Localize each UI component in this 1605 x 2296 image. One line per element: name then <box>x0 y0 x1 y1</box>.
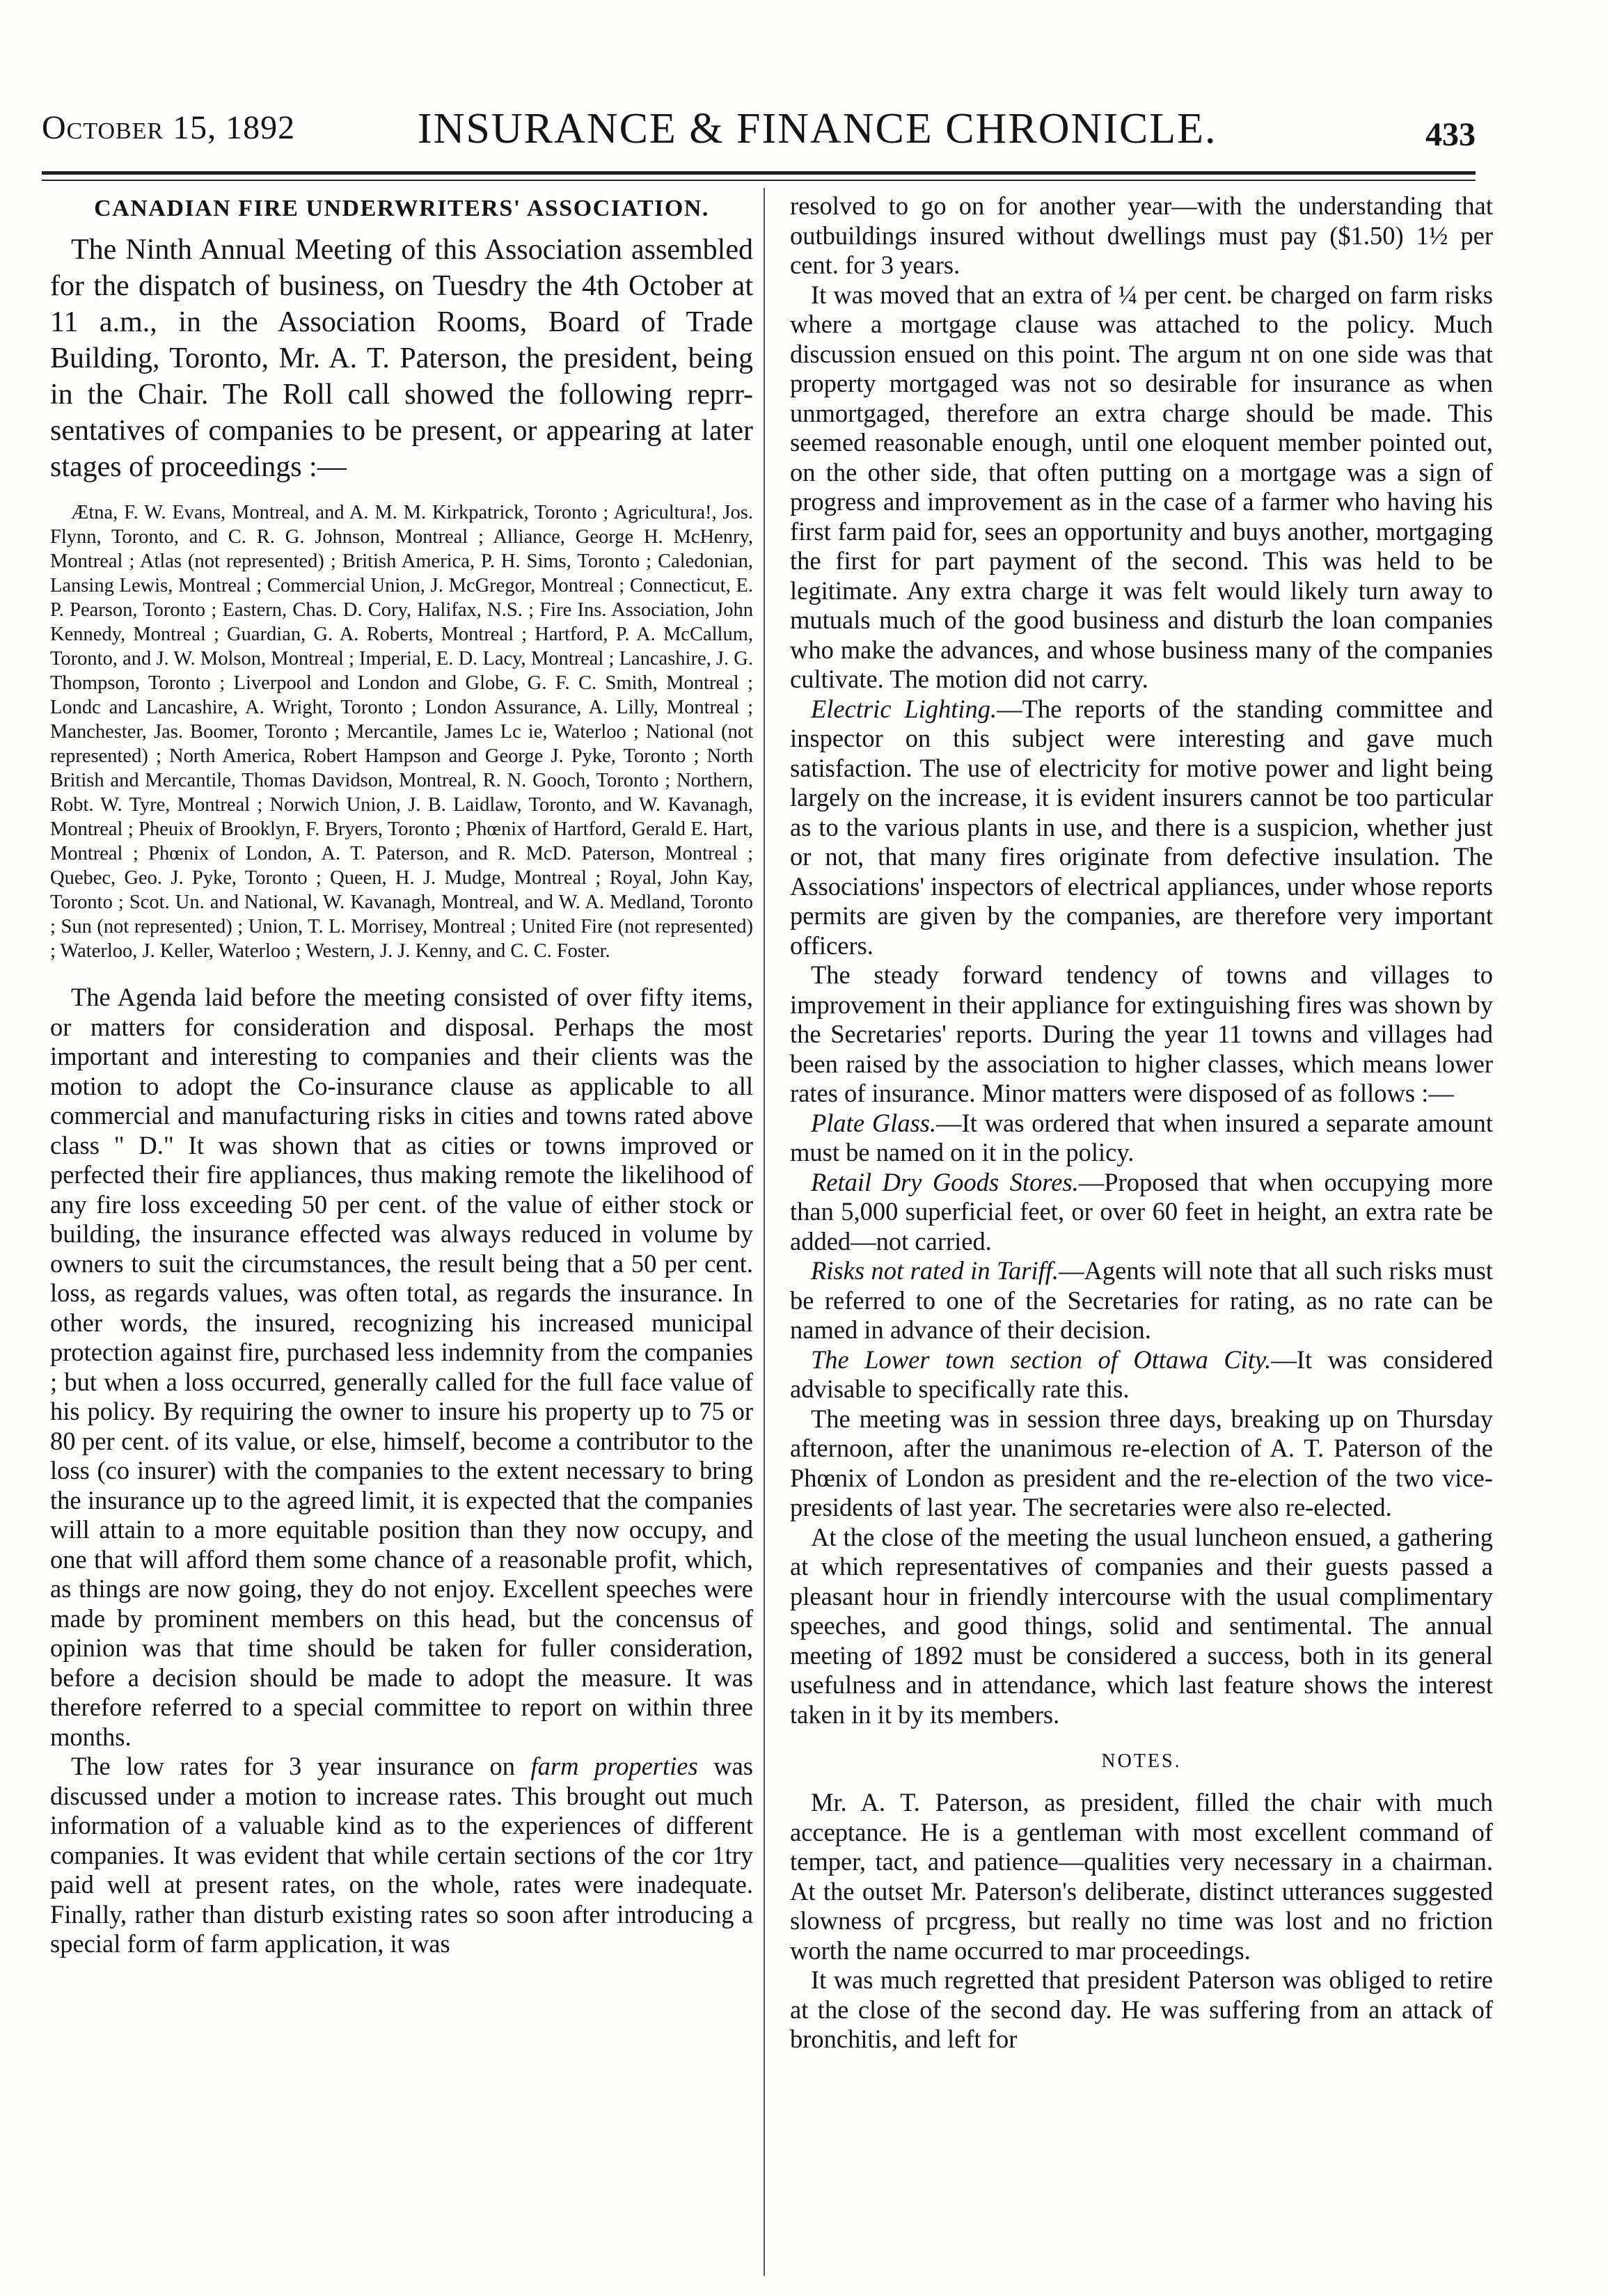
retail-title: Retail Dry Goods Stores. <box>811 1167 1079 1196</box>
notes-regret-paragraph: It was much regretted that president Paterson was obliged to retire at the close of the second day. He was suffering from an attack of bronchitis, and left for <box>790 1965 1493 2053</box>
session-paragraph: The meeting was in session three days, breaking up on Thursday afternoon, after the unanimous re-election of A. T. Paterson of the Phœnix of London as president and the re-election of the two vice-presidents of last year. The secretaries were also re-elected. <box>790 1404 1493 1521</box>
notes-paterson-paragraph: Mr. A. T. Paterson, as president, filled the chair with much acceptance. He is a gentleman with most excellent command of temper, tact, and patience—qualities very necessary in a chairman. At the outset Mr. Paterson's deliberate, distinct utterances suggested slowness of prcgress, but really no time was lost and no friction worth the name occurred to mar proceedings. <box>790 1788 1493 1965</box>
article-headline: CANADIAN FIRE UNDERWRITERS' ASSOCIATION. <box>94 196 709 221</box>
plate-glass-paragraph <box>790 1109 1493 1168</box>
farm-properties-italic: farm properties <box>530 1752 698 1780</box>
right-column <box>790 191 1493 2279</box>
mortgage-paragraph: It was moved that an extra of ¼ per cent. be charged on farm risks where a mortgage clause was attached to the policy. Much discussion ensued on this point. The argum nt on one side was that property mortgaged was not so desirable for insurance as when unmortgaged, therefore an extra charge should be made. This seemed reasonable enough, until one eloquent member pointed out, on the other side, that often putting on a mortgage was a sign of progress and improvement as in the case of a farmer who having his first farm paid for, sees an opportunity and buys another, mortgaging the first for part payment of the second. This was held to be legitimate. Any extra charge it was felt would likely turn away to mutuals much of the good business and disturb the loan companies who make the advances, and whose business many of the companies cultivate. The motion did not carry. <box>790 280 1493 693</box>
electric-lighting-paragraph <box>790 695 1493 961</box>
issue-date: October 15, 1892 <box>42 109 296 146</box>
electric-lighting-body: —The reports of the standing committee and inspector on this subject were interesting and gave much satisfaction. The use of electricity for motive power and light being largely on the increase, it is evident insurers cannot be too particular as to the various plants in use, and there is a suspicion, whether just or not, that many fires originate from defective insulation. The Associations' inspectors of electrical appliances, under whose reports permits are given by the companies, are therefore very important officers. <box>790 694 1493 960</box>
electric-lighting-title: Electric Lighting. <box>811 694 997 723</box>
header-rule-thick <box>42 171 1476 175</box>
farm-rates-rest: was discussed under a motion to increase rates. This brought out much information of a valuable kind as to the experiences of different companies. It was evident that while certain sections of the cor 1try paid well at present rates, on the whole, rates were inadequate. Finally, rather than disturb existing rates so soon after introducing a special form of farm application, it was <box>50 1752 753 1958</box>
roll-call-list: Ætna, F. W. Evans, Montreal, and A. M. M. Kirkpatrick, Toronto ; Agricultura!, Jos. Flynn, Toronto, and C. R. G. Johnson, Montreal ; Alliance, George H. McHenry, Montreal ; Atlas (not represented) ; British America, P. H. Sims, Toronto ; Caledonian, Lansing Lewis, Montreal ; Commercial Union, J. McGregor, Montreal ; Connecticut, E. P. Pearson, Toronto ; Eastern, Chas. D. Cory, Halifax, N.S. ; Fire Ins. Association, John Kennedy, Montreal ; Guardian, G. A. Roberts, Montreal ; Hartford, P. A. McCallum, Toronto, and J. W. Molson, Montreal ; Imperial, E. D. Lacy, Montreal ; Lancashire, J. G. Thompson, Toronto ; Liverpool and London and Globe, G. F. C. Smith, Montreal ; Londc and Lancashire, A. Wright, Toronto ; London Assurance, A. Lilly, Montreal ; Manchester, Jas. Boomer, Toronto ; Mercantile, James Lc ie, Waterloo ; National (not represented) ; North America, Robert Hampson and George J. Pyke, Toronto ; North British and Mercantile, Thomas Davidson, Montreal, R. N. Gooch, Toronto ; Northern, Robt. W. Tyre, Montreal ; Norwich Union, J. B. Laidlaw, Toronto, and W. Kavanagh, Montreal ; Pheuix of Brooklyn, F. Bryers, Toronto ; Phœnix of Hartford, Gerald E. Hart, Montreal ; Phœnix of London, A. T. Paterson, and R. McD. Paterson, Montreal ; Quebec, Geo. J. Pyke, Toronto ; Queen, H. J. Mudge, Montreal ; Royal, John Kay, Toronto ; Scot. Un. and National, W. Kavanagh, Montreal, and W. A. Medland, Toronto ; Sun (not represented) ; Union, T. L. Morrisey, Montreal ; United Fire (not represented) ; Waterloo, J. Keller, Waterloo ; Western, J. J. Kenny, and C. C. Foster. <box>50 502 753 962</box>
risks-paragraph <box>790 1256 1493 1345</box>
ottawa-paragraph <box>790 1345 1493 1404</box>
farm-rates-lead: The low rates for 3 year insurance on <box>71 1752 531 1780</box>
column-divider <box>764 188 765 2276</box>
continued-paragraph: resolved to go on for another year—with the understanding that outbuildings insured without dwellings must pay ($1.50) 1½ per cent. for 3 years. <box>790 191 1493 279</box>
page-number: 433 <box>1425 116 1476 153</box>
ottawa-body: —It was considered advisable to specifically rate this. <box>790 1345 1493 1403</box>
agenda-paragraph: The Agenda laid before the meeting consisted of over fifty items, or matters for consideration and disposal. Perhaps the most important and interesting to companies and their clients was the motion to adopt the Co-insurance clause as applicable to all commercial and manufacturing risks in cities and towns rated above class " D." It was shown that as cities or towns improved or perfected their fire appliances, thus making remote the likelihood of any fire loss exceeding 50 per cent. of the value of either stock or building, the insurance effected was always reduced in volume by owners to suit the circumstances, the result being that a 50 per cent. loss, as regards values, was often total, as regards the insurance. In other words, the insured, recognizing his increased municipal protection against fire, purchased less indemnity from the companies ; but when a loss occurred, generally called for the full face value of his policy. By requiring the owner to insure his property up to 75 or 80 per cent. of its value, or else, himself, become a contributor to the loss (co insurer) with the companies to the extent necessary to bring the insurance up to the agreed limit, it is expected that the companies will attain to a more equitable position than they now occupy, and one that will afford them some chance of a reasonable profit, which, as things are now going, they do not enjoy. Excellent speeches were made by prominent members on this head, but the concensus of opinion was that time should be taken for fuller consideration, before a decision should be made to adopt the measure. It was therefore referred to a special committee to report on within three months. <box>50 983 753 1751</box>
towns-paragraph: The steady forward tendency of towns and villages to improvement in their appliance for extinguishing fires was shown by the Secretaries' reports. During the year 11 towns and villages had been raised by the association to higher classes, which means lower rates of insurance. Minor matters were disposed of as follows :— <box>790 960 1493 1107</box>
risks-title: Risks not rated in Tariff. <box>811 1256 1059 1285</box>
publication-title: INSURANCE & FINANCE CHRONICLE. <box>418 105 1217 152</box>
retail-paragraph <box>790 1168 1493 1257</box>
risks-body: —Agents will note that all such risks must be referred to one of the Secretaries for rating, as no rate can be named in advance of their decision. <box>790 1256 1493 1344</box>
header-rule-thin <box>42 180 1476 181</box>
plate-glass-title: Plate Glass. <box>811 1108 937 1137</box>
notes-heading: NOTES. <box>1101 1750 1182 1772</box>
retail-body: —Proposed that when occupying more than 5,000 superficial feet, or over 60 feet in height, an extra rate be added—not carried. <box>790 1167 1493 1256</box>
ottawa-title: The Lower town section of Ottawa City. <box>811 1345 1272 1374</box>
left-column <box>50 191 753 2279</box>
farm-rates-paragraph <box>50 1752 753 1959</box>
running-header <box>42 104 1476 160</box>
intro-paragraph: The Ninth Annual Meeting of this Association assembled for the dispatch of business, on Tuesdry the 4th October at 11 a.m., in the Association Rooms, Board of Trade Building, Toronto, Mr. A. T. Paterson, the president, being in the Chair. The Roll call showed the following reprr-sentatives of companies to be present, or appearing at later stages of proceedings :— <box>50 234 753 483</box>
luncheon-paragraph: At the close of the meeting the usual luncheon ensued, a gathering at which representatives of companies and their guests passed a pleasant hour in friendly intercourse with the usual complimentary speeches, and good things, solid and sentimental. The annual meeting of 1892 must be considered a success, both in its general usefulness and in attendance, which last feature shows the interest taken in it by its members. <box>790 1522 1493 1729</box>
plate-glass-body: —It was ordered that when insured a separate amount must be named on it in the policy. <box>790 1108 1493 1166</box>
